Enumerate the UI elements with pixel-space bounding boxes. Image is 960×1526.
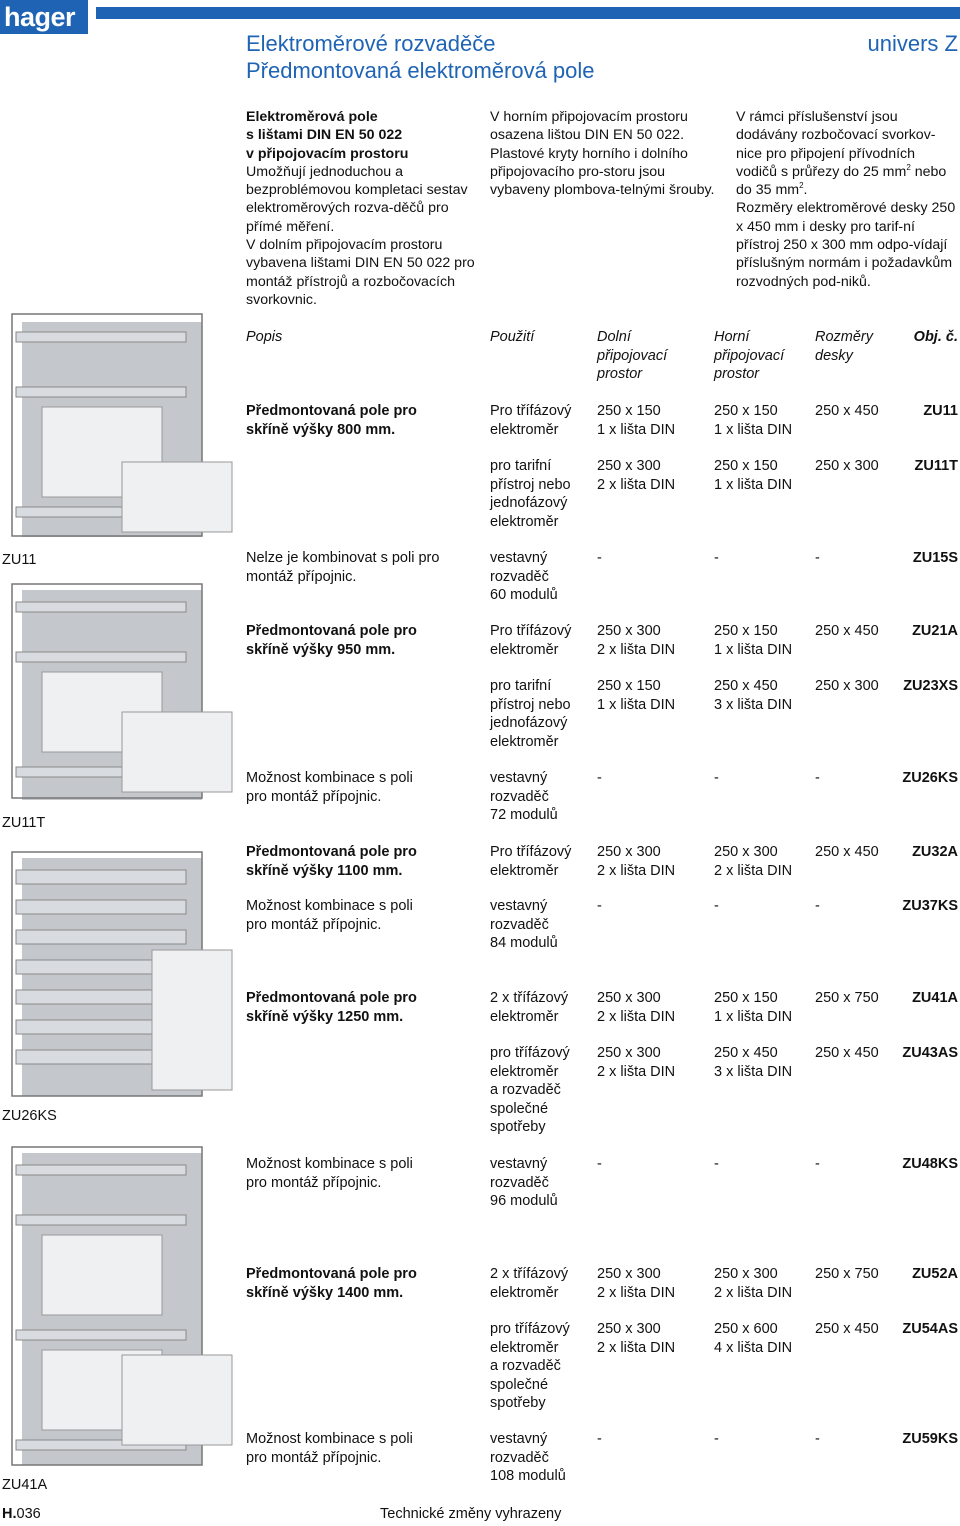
row-order-code: ZU48KS xyxy=(902,1156,958,1172)
row-board-size: 250 x 300 xyxy=(815,458,879,474)
row-description: Nelze je kombinovat s poli pro montáž přípojnic. xyxy=(246,550,440,585)
row-order-code: ZU43AS xyxy=(902,1045,958,1061)
row-description: Možnost kombinace s poli pro montáž přípojnic. xyxy=(246,1431,413,1466)
intro-text-3c: . Rozměry elektroměrové desky 250 x 450 mm i desky pro tarif-ní přístroj 250 x 300 mm odpo-vídají příslušným normám i požadavkům rozvodných pod-niků. xyxy=(736,182,956,290)
row-order-code: ZU21A xyxy=(912,623,958,639)
brand-bar xyxy=(96,7,960,19)
row-order-code: ZU23XS xyxy=(903,678,958,694)
row-description: Možnost kombinace s poli pro montáž přípojnic. xyxy=(246,770,413,805)
row-upper-space: 250 x 300 2 x lišta DIN xyxy=(714,844,793,879)
row-order-code: ZU52A xyxy=(912,1266,958,1282)
row-upper-space: - xyxy=(714,550,719,566)
header-lower: Dolní připojovací prostor xyxy=(597,329,668,382)
row-upper-space: - xyxy=(714,770,719,786)
row-usage: Pro třífázový elektroměr xyxy=(490,403,572,438)
row-upper-space: - xyxy=(714,898,719,914)
intro-text-2: V horním připojovacím prostoru osazena lištou DIN EN 50 022. Plastové kryty horního i dolního připojovacího pro-storu jsou vybaveny plombova-telnými šrouby. xyxy=(490,109,715,199)
image-label: ZU41A xyxy=(2,1477,48,1493)
row-board-size: 250 x 300 xyxy=(815,678,879,694)
row-usage: pro tarifní přístroj nebo jednofázový elektroměr xyxy=(490,678,571,750)
row-description: Předmontovaná pole pro skříně výšky 950 mm. xyxy=(246,623,417,658)
row-lower-space: 250 x 300 2 x lišta DIN xyxy=(597,1045,676,1080)
intro-column-1 xyxy=(246,108,476,309)
intro-column-3 xyxy=(736,108,958,291)
row-usage: vestavný rozvaděč 60 modulů xyxy=(490,550,558,603)
intro-text-3b: nebo do 35 mm xyxy=(736,163,947,199)
row-board-size: 250 x 450 xyxy=(815,844,879,860)
product-image-zu11t xyxy=(2,582,234,804)
row-upper-space: - xyxy=(714,1156,719,1172)
row-description: Předmontovaná pole pro skříně výšky 1100 mm. xyxy=(246,844,417,879)
row-board-size: 250 x 450 xyxy=(815,623,879,639)
row-order-code: ZU11T xyxy=(914,458,958,474)
row-order-code: ZU15S xyxy=(912,550,958,566)
row-board-size: 250 x 750 xyxy=(815,990,879,1006)
row-description: Předmontovaná pole pro skříně výšky 1400 mm. xyxy=(246,1266,417,1301)
page-title: Elektroměrové rozvaděče xyxy=(246,31,496,56)
row-order-code: ZU11 xyxy=(923,403,958,419)
row-lower-space: 250 x 300 2 x lišta DIN xyxy=(597,623,676,658)
superscript: 2 xyxy=(799,181,804,191)
image-label: ZU11T xyxy=(2,815,46,831)
row-lower-space: 250 x 150 1 x lišta DIN xyxy=(597,403,676,438)
row-upper-space: 250 x 450 3 x lišta DIN xyxy=(714,678,793,713)
row-board-size: 250 x 450 xyxy=(815,1321,879,1337)
row-order-code: ZU41A xyxy=(912,990,958,1006)
row-lower-space: - xyxy=(597,1431,602,1447)
product-image-zu11 xyxy=(2,312,234,544)
row-description: Možnost kombinace s poli pro montáž přípojnic. xyxy=(246,898,413,933)
row-usage: pro třífázový elektroměr a rozvaděč společné spotřeby xyxy=(490,1045,570,1135)
row-upper-space: 250 x 150 1 x lišta DIN xyxy=(714,623,793,658)
row-order-code: ZU54AS xyxy=(902,1321,958,1337)
row-order-code: ZU26KS xyxy=(902,770,958,786)
row-upper-space: 250 x 150 1 x lišta DIN xyxy=(714,458,793,493)
row-lower-space: - xyxy=(597,898,602,914)
row-usage: Pro třífázový elektroměr xyxy=(490,623,572,658)
product-image-zu26ks xyxy=(2,850,234,1100)
row-description: Možnost kombinace s poli pro montáž přípojnic. xyxy=(246,1156,413,1191)
row-description: Předmontovaná pole pro skříně výšky 800 mm. xyxy=(246,403,417,438)
header-desc: Popis xyxy=(246,329,283,345)
hager-logo: hager xyxy=(0,0,88,34)
header-use: Použití xyxy=(490,329,535,345)
row-upper-space: - xyxy=(714,1431,719,1447)
row-upper-space: 250 x 450 3 x lišta DIN xyxy=(714,1045,793,1080)
row-board-size: - xyxy=(815,550,820,566)
row-usage: Pro třífázový elektroměr xyxy=(490,844,572,879)
row-usage: 2 x třífázový elektroměr xyxy=(490,990,569,1025)
row-lower-space: - xyxy=(597,770,602,786)
row-usage: vestavný rozvaděč 96 modulů xyxy=(490,1156,558,1209)
intro-text-3a: V rámci příslušenství jsou dodávány rozbočovací svorkov-nice pro připojení přívodních vodičů s průřezy do 25 mm xyxy=(736,109,936,180)
row-lower-space: 250 x 300 2 x lišta DIN xyxy=(597,1321,676,1356)
image-label: ZU26KS xyxy=(2,1108,57,1124)
row-lower-space: - xyxy=(597,1156,602,1172)
page-number: H.036 xyxy=(2,1506,41,1522)
row-upper-space: 250 x 150 1 x lišta DIN xyxy=(714,403,793,438)
row-order-code: ZU59KS xyxy=(902,1431,958,1447)
intro-heading: Elektroměrová pole s lištami DIN EN 50 022 v připojovacím prostoru xyxy=(246,109,409,162)
row-board-size: 250 x 750 xyxy=(815,1266,879,1282)
image-label: ZU11 xyxy=(2,552,37,568)
intro-text-1: Umožňují jednoduchou a bezproblémovou kompletaci sestav elektroměrových rozva-děčů pro přímé měření. V dolním připojovacím prostoru vybavena lištami DIN EN 50 022 pro montáž přístrojů a rozbočovacích svorkovnic. xyxy=(246,163,475,308)
row-usage: vestavný rozvaděč 108 modulů xyxy=(490,1431,566,1484)
row-board-size: - xyxy=(815,770,820,786)
row-usage: pro tarifní přístroj nebo jednofázový elektroměr xyxy=(490,458,571,530)
row-order-code: ZU32A xyxy=(912,844,958,860)
product-image-zu41a xyxy=(2,1145,234,1470)
header-upper: Horní připojovací prostor xyxy=(714,329,785,382)
row-usage: vestavný rozvaděč 84 modulů xyxy=(490,898,558,951)
row-board-size: - xyxy=(815,1156,820,1172)
row-upper-space: 250 x 150 1 x lišta DIN xyxy=(714,990,793,1025)
row-usage: vestavný rozvaděč 72 modulů xyxy=(490,770,558,823)
row-lower-space: - xyxy=(597,550,602,566)
row-lower-space: 250 x 300 2 x lišta DIN xyxy=(597,458,676,493)
row-lower-space: 250 x 300 2 x lišta DIN xyxy=(597,990,676,1025)
footer-note: Technické změny vyhrazeny xyxy=(380,1506,562,1522)
row-usage: 2 x třífázový elektroměr xyxy=(490,1266,569,1301)
row-upper-space: 250 x 300 2 x lišta DIN xyxy=(714,1266,793,1301)
header-code: Obj. č. xyxy=(913,329,958,345)
row-board-size: - xyxy=(815,898,820,914)
header-dim: Rozměry desky xyxy=(815,329,874,364)
row-lower-space: 250 x 300 2 x lišta DIN xyxy=(597,1266,676,1301)
row-order-code: ZU37KS xyxy=(902,898,958,914)
intro-column-2 xyxy=(490,108,725,199)
row-board-size: 250 x 450 xyxy=(815,1045,879,1061)
series-name: univers Z xyxy=(867,31,958,56)
row-board-size: 250 x 450 xyxy=(815,403,879,419)
row-board-size: - xyxy=(815,1431,820,1447)
row-upper-space: 250 x 600 4 x lišta DIN xyxy=(714,1321,793,1356)
superscript: 2 xyxy=(906,162,911,172)
page-subtitle: Předmontovaná elektroměrová pole xyxy=(246,58,595,83)
row-usage: pro třífázový elektroměr a rozvaděč společné spotřeby xyxy=(490,1321,570,1411)
row-lower-space: 250 x 150 1 x lišta DIN xyxy=(597,678,676,713)
row-description: Předmontovaná pole pro skříně výšky 1250 mm. xyxy=(246,990,417,1025)
row-lower-space: 250 x 300 2 x lišta DIN xyxy=(597,844,676,879)
